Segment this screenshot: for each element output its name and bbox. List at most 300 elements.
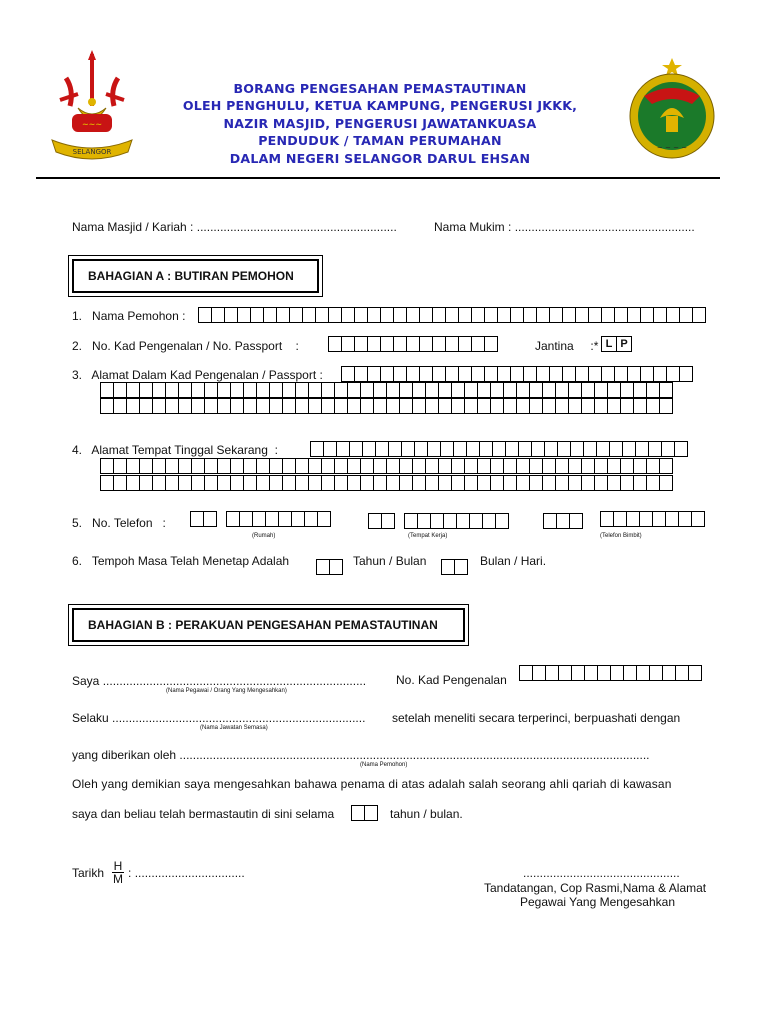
char-box[interactable] [265,511,279,527]
char-box[interactable] [471,336,485,352]
char-box[interactable] [688,665,702,681]
char-box[interactable] [594,475,608,491]
char-box[interactable] [555,398,569,414]
char-box[interactable] [178,458,192,474]
char-box[interactable] [570,441,584,457]
char-box[interactable] [601,307,615,323]
char-box[interactable] [425,475,439,491]
char-box[interactable] [419,336,433,352]
char-box[interactable] [126,475,140,491]
current-address-boxes-row2[interactable] [100,458,673,474]
char-box[interactable] [386,458,400,474]
char-box[interactable] [646,458,660,474]
char-box[interactable] [282,458,296,474]
char-box[interactable] [430,513,444,529]
char-box[interactable] [451,458,465,474]
char-box[interactable] [354,336,368,352]
char-box[interactable] [633,398,647,414]
char-box[interactable] [165,398,179,414]
char-box[interactable] [529,475,543,491]
char-box[interactable] [269,458,283,474]
mukim-field[interactable] [434,220,695,234]
char-box[interactable] [532,665,546,681]
char-box[interactable] [482,513,496,529]
char-box[interactable] [347,458,361,474]
saya-field[interactable] [72,674,366,688]
char-box[interactable] [256,458,270,474]
gender-option-p[interactable]: P [616,336,632,352]
char-box[interactable] [438,398,452,414]
char-box[interactable] [404,513,418,529]
char-box[interactable] [269,398,283,414]
char-box[interactable] [649,665,663,681]
char-box[interactable] [239,511,253,527]
char-box[interactable] [542,475,556,491]
char-box[interactable] [549,307,563,323]
char-box[interactable] [495,513,509,529]
char-box[interactable] [334,382,348,398]
phone-home-boxes[interactable] [226,511,331,527]
char-box[interactable] [243,382,257,398]
char-box[interactable] [678,511,692,527]
char-box[interactable] [126,398,140,414]
char-box[interactable] [659,475,673,491]
char-box[interactable] [295,382,309,398]
char-box[interactable] [545,665,559,681]
char-box[interactable] [100,458,114,474]
char-box[interactable] [581,382,595,398]
char-box[interactable] [503,382,517,398]
char-box[interactable] [665,511,679,527]
char-box[interactable] [269,382,283,398]
char-box[interactable] [230,398,244,414]
char-box[interactable] [406,307,420,323]
char-box[interactable] [152,475,166,491]
char-box[interactable] [282,475,296,491]
char-box[interactable] [388,441,402,457]
char-box[interactable] [484,307,498,323]
char-box[interactable] [662,665,676,681]
char-box[interactable] [291,511,305,527]
char-box[interactable] [609,441,623,457]
char-box[interactable] [451,382,465,398]
char-box[interactable] [351,805,365,821]
char-box[interactable] [321,382,335,398]
char-box[interactable] [458,366,472,382]
char-box[interactable] [666,307,680,323]
char-box[interactable] [659,398,673,414]
char-box[interactable] [425,458,439,474]
char-box[interactable] [536,307,550,323]
char-box[interactable] [466,441,480,457]
char-box[interactable] [308,398,322,414]
phone-mobile-boxes[interactable] [600,511,705,527]
char-box[interactable] [425,398,439,414]
char-box[interactable] [362,441,376,457]
char-box[interactable] [562,366,576,382]
char-box[interactable] [555,458,569,474]
char-box[interactable] [627,307,641,323]
char-box[interactable] [692,307,706,323]
char-box[interactable] [443,513,457,529]
char-box[interactable] [607,475,621,491]
char-box[interactable] [556,513,570,529]
char-box[interactable] [623,665,637,681]
char-box[interactable] [347,398,361,414]
char-box[interactable] [445,307,459,323]
char-box[interactable] [674,441,688,457]
duration-years-boxes[interactable] [316,559,343,575]
char-box[interactable] [451,475,465,491]
char-box[interactable] [373,382,387,398]
char-box[interactable] [113,475,127,491]
gender-option-l[interactable]: L [601,336,617,352]
char-box[interactable] [204,458,218,474]
char-box[interactable] [341,307,355,323]
char-box[interactable] [256,475,270,491]
char-box[interactable] [373,475,387,491]
char-box[interactable] [568,398,582,414]
char-box[interactable] [414,441,428,457]
char-box[interactable] [250,307,264,323]
char-box[interactable] [542,398,556,414]
char-box[interactable] [594,458,608,474]
char-box[interactable] [263,307,277,323]
char-box[interactable] [380,307,394,323]
char-box[interactable] [543,513,557,529]
char-box[interactable] [341,336,355,352]
char-box[interactable] [406,336,420,352]
char-box[interactable] [269,475,283,491]
char-box[interactable] [399,458,413,474]
char-box[interactable] [523,366,537,382]
char-box[interactable] [139,475,153,491]
ic-address-boxes-row2[interactable] [100,382,673,398]
char-box[interactable] [304,511,318,527]
char-box[interactable] [230,458,244,474]
char-box[interactable] [152,382,166,398]
char-box[interactable] [399,382,413,398]
char-box[interactable] [295,398,309,414]
char-box[interactable] [364,805,378,821]
char-box[interactable] [321,475,335,491]
char-box[interactable] [614,366,628,382]
char-box[interactable] [594,382,608,398]
char-box[interactable] [178,398,192,414]
char-box[interactable] [523,307,537,323]
char-box[interactable] [549,366,563,382]
char-box[interactable] [568,458,582,474]
char-box[interactable] [518,441,532,457]
char-box[interactable] [393,366,407,382]
char-box[interactable] [490,475,504,491]
char-box[interactable] [454,559,468,575]
char-box[interactable] [386,398,400,414]
char-box[interactable] [165,382,179,398]
char-box[interactable] [492,441,506,457]
char-box[interactable] [152,398,166,414]
signature-line[interactable]: ............................................... [523,866,680,880]
char-box[interactable] [354,366,368,382]
masjid-field[interactable] [72,220,397,234]
char-box[interactable] [295,475,309,491]
char-box[interactable] [516,475,530,491]
char-box[interactable] [445,366,459,382]
char-box[interactable] [597,665,611,681]
char-box[interactable] [237,307,251,323]
char-box[interactable] [360,398,374,414]
char-box[interactable] [635,441,649,457]
char-box[interactable] [562,307,576,323]
char-box[interactable] [620,398,634,414]
char-box[interactable] [321,398,335,414]
char-box[interactable] [367,336,381,352]
char-box[interactable] [256,382,270,398]
char-box[interactable] [347,475,361,491]
char-box[interactable] [308,475,322,491]
char-box[interactable] [347,382,361,398]
char-box[interactable] [282,382,296,398]
ic-boxes[interactable] [328,336,498,352]
char-box[interactable] [419,366,433,382]
char-box[interactable] [505,441,519,457]
char-box[interactable] [419,307,433,323]
char-box[interactable] [653,307,667,323]
char-box[interactable] [610,665,624,681]
char-box[interactable] [308,458,322,474]
char-box[interactable] [503,458,517,474]
char-box[interactable] [614,307,628,323]
ic-address-boxes-row1[interactable] [341,366,693,382]
char-box[interactable] [646,382,660,398]
char-box[interactable] [640,307,654,323]
char-box[interactable] [542,382,556,398]
char-box[interactable] [464,458,478,474]
char-box[interactable] [636,665,650,681]
char-box[interactable] [440,441,454,457]
char-box[interactable] [373,458,387,474]
char-box[interactable] [583,441,597,457]
char-box[interactable] [252,511,266,527]
char-box[interactable] [278,511,292,527]
phone-work-prefix-boxes[interactable] [368,513,395,529]
char-box[interactable] [354,307,368,323]
char-box[interactable] [308,382,322,398]
char-box[interactable] [427,441,441,457]
char-box[interactable] [302,307,316,323]
char-box[interactable] [571,665,585,681]
char-box[interactable] [581,475,595,491]
char-box[interactable] [558,665,572,681]
char-box[interactable] [581,458,595,474]
char-box[interactable] [458,336,472,352]
char-box[interactable] [516,382,530,398]
char-box[interactable] [126,458,140,474]
char-box[interactable] [316,559,330,575]
char-box[interactable] [190,511,204,527]
char-box[interactable] [596,441,610,457]
char-box[interactable] [367,366,381,382]
char-box[interactable] [659,382,673,398]
char-box[interactable] [639,511,653,527]
char-box[interactable] [469,513,483,529]
char-box[interactable] [217,475,231,491]
char-box[interactable] [555,382,569,398]
char-box[interactable] [627,366,641,382]
char-box[interactable] [373,398,387,414]
char-box[interactable] [575,307,589,323]
char-box[interactable] [178,475,192,491]
char-box[interactable] [516,398,530,414]
char-box[interactable] [477,382,491,398]
char-box[interactable] [441,559,455,575]
char-box[interactable] [588,307,602,323]
char-box[interactable] [607,398,621,414]
ic-address-boxes-row3[interactable] [100,398,673,414]
char-box[interactable] [317,511,331,527]
char-box[interactable] [217,398,231,414]
char-box[interactable] [484,366,498,382]
char-box[interactable] [349,441,363,457]
char-box[interactable] [198,307,212,323]
char-box[interactable] [568,475,582,491]
char-box[interactable] [607,458,621,474]
char-box[interactable] [191,458,205,474]
char-box[interactable] [375,441,389,457]
char-box[interactable] [640,366,654,382]
char-box[interactable] [191,382,205,398]
char-box[interactable] [588,366,602,382]
char-box[interactable] [295,458,309,474]
char-box[interactable] [490,398,504,414]
char-box[interactable] [633,382,647,398]
char-box[interactable] [360,475,374,491]
char-box[interactable] [406,366,420,382]
char-box[interactable] [479,441,493,457]
current-address-boxes-row1[interactable] [310,441,688,457]
char-box[interactable] [477,475,491,491]
char-box[interactable] [393,336,407,352]
char-box[interactable] [368,513,382,529]
char-box[interactable] [516,458,530,474]
char-box[interactable] [425,382,439,398]
char-box[interactable] [256,398,270,414]
char-box[interactable] [380,366,394,382]
char-box[interactable] [204,475,218,491]
char-box[interactable] [484,336,498,352]
gender-options[interactable] [602,336,632,352]
char-box[interactable] [575,366,589,382]
char-box[interactable] [471,366,485,382]
char-box[interactable] [178,382,192,398]
char-box[interactable] [113,382,127,398]
char-box[interactable] [653,366,667,382]
char-box[interactable] [341,366,355,382]
char-box[interactable] [529,382,543,398]
char-box[interactable] [438,382,452,398]
char-box[interactable] [626,511,640,527]
char-box[interactable] [542,458,556,474]
char-box[interactable] [458,307,472,323]
char-box[interactable] [217,458,231,474]
char-box[interactable] [666,366,680,382]
char-box[interactable] [399,398,413,414]
char-box[interactable] [568,382,582,398]
char-box[interactable] [529,398,543,414]
char-box[interactable] [490,458,504,474]
char-box[interactable] [620,382,634,398]
char-box[interactable] [451,398,465,414]
char-box[interactable] [321,458,335,474]
stay-duration-boxes[interactable] [351,805,378,821]
char-box[interactable] [139,382,153,398]
char-box[interactable] [497,366,511,382]
char-box[interactable] [471,307,485,323]
char-box[interactable] [412,382,426,398]
char-box[interactable] [519,665,533,681]
char-box[interactable] [531,441,545,457]
char-box[interactable] [675,665,689,681]
char-box[interactable] [276,307,290,323]
char-box[interactable] [203,511,217,527]
char-box[interactable] [315,307,329,323]
char-box[interactable] [243,458,257,474]
char-box[interactable] [497,307,511,323]
char-box[interactable] [622,441,636,457]
char-box[interactable] [620,458,634,474]
char-box[interactable] [432,366,446,382]
char-box[interactable] [204,398,218,414]
date-field[interactable] [128,866,245,880]
char-box[interactable] [464,382,478,398]
char-box[interactable] [165,458,179,474]
char-box[interactable] [334,398,348,414]
char-box[interactable] [113,458,127,474]
char-box[interactable] [453,441,467,457]
char-box[interactable] [490,382,504,398]
char-box[interactable] [386,382,400,398]
char-box[interactable] [581,398,595,414]
char-box[interactable] [360,458,374,474]
char-box[interactable] [584,665,598,681]
name-boxes[interactable] [198,307,706,323]
char-box[interactable] [381,513,395,529]
char-box[interactable] [438,475,452,491]
char-box[interactable] [100,398,114,414]
char-box[interactable] [224,307,238,323]
char-box[interactable] [432,336,446,352]
char-box[interactable] [399,475,413,491]
char-box[interactable] [412,475,426,491]
char-box[interactable] [211,307,225,323]
char-box[interactable] [165,475,179,491]
char-box[interactable] [100,475,114,491]
char-box[interactable] [464,475,478,491]
char-box[interactable] [310,441,324,457]
char-box[interactable] [536,366,550,382]
char-box[interactable] [401,441,415,457]
char-box[interactable] [601,366,615,382]
char-box[interactable] [569,513,583,529]
char-box[interactable] [412,458,426,474]
char-box[interactable] [648,441,662,457]
char-box[interactable] [607,382,621,398]
char-box[interactable] [456,513,470,529]
phone-home-prefix-boxes[interactable] [190,511,217,527]
char-box[interactable] [464,398,478,414]
char-box[interactable] [243,398,257,414]
char-box[interactable] [230,475,244,491]
